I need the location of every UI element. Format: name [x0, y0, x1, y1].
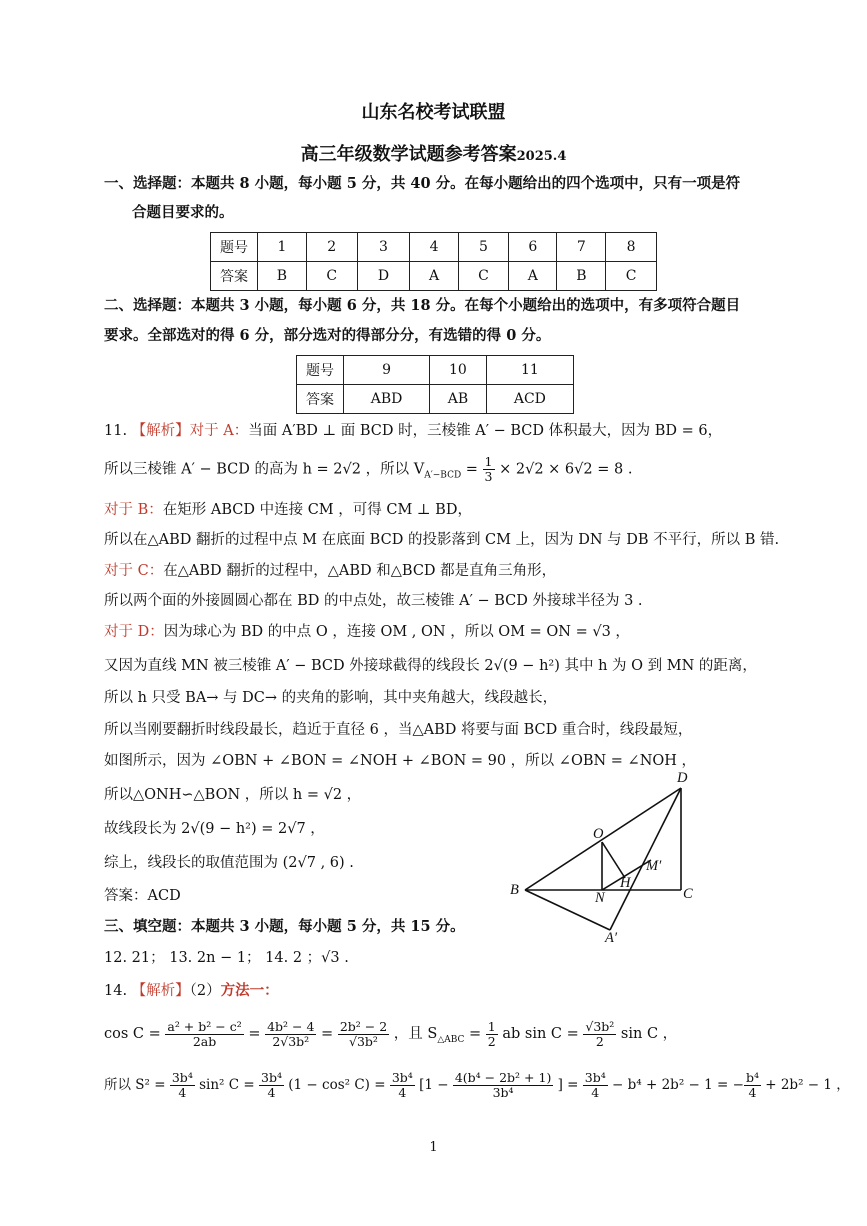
fraction	[338, 1020, 389, 1049]
fraction-denominator: 2√3b²	[272, 1033, 310, 1049]
table-cell: C	[306, 262, 357, 291]
section2-heading: 二、选择题：本题共 3 小题，每小题 6 分，共 18 分。在每个小题给出的选项中，有多项符合题目	[104, 297, 741, 314]
q11-option-a-label: 对于 A：	[189, 423, 249, 439]
table-row	[211, 233, 657, 262]
q11-option-b-label: 对于 B：	[104, 502, 163, 518]
label-n: N	[595, 890, 605, 906]
fraction-denominator: 2	[595, 1033, 604, 1049]
fraction-denominator: 4	[398, 1085, 407, 1100]
q11-line-d7: 故线段长为 2√(9 − h²) = 2√7 ，	[104, 821, 325, 837]
table-cell: ABD	[344, 385, 430, 414]
table-cell: D	[357, 262, 410, 291]
page-subtitle	[0, 140, 867, 166]
q11-option-c-label: 对于 C：	[104, 563, 164, 579]
table-cell: ACD	[486, 385, 573, 414]
fraction-numerator: 3b⁴	[261, 1070, 282, 1085]
section1-heading: 一、选择题：本题共 8 小题，每小题 5 分，共 40 分。在每小题给出的四个选项中，只有一项是符	[104, 175, 741, 192]
fraction-numerator: 3b⁴	[171, 1070, 193, 1085]
table-row	[297, 385, 574, 414]
cos-lhs: cos C =	[104, 1026, 166, 1042]
subtitle-year: 2025.4	[516, 149, 567, 164]
q11-line-d5: 如图所示，因为 ∠OBN + ∠BON = ∠NOH + ∠BON = 90 ，所以 ∠OBN = ∠NOH ，	[104, 753, 697, 769]
fraction-numerator: 4(b⁴ − 2b² + 1)	[454, 1070, 552, 1085]
table-cell: A	[509, 262, 557, 291]
q11-option-b-text: 在矩形 ABCD 中连接 CM ，可得 CM ⊥ BD，	[162, 502, 472, 518]
label-c: C	[683, 886, 693, 902]
section1-answer-table	[210, 232, 657, 291]
cos-mid: ，且 S	[393, 1026, 438, 1042]
q14-part: （2）	[189, 983, 221, 999]
section3-answers: 12. 21； 13. 2n − 1； 14. 2 ；√3 .	[104, 950, 349, 966]
q11-line-a2	[104, 455, 632, 485]
table-cell: 10	[430, 356, 487, 385]
q11-line-b	[104, 500, 472, 520]
fraction	[259, 1071, 284, 1100]
q11-jiexi-tag: 【解析】	[131, 423, 190, 439]
label-d: D	[677, 770, 688, 786]
fraction-numerator: 3b⁴	[584, 1070, 606, 1085]
fraction-denominator: √3b²	[349, 1033, 378, 1049]
figure-labels	[505, 770, 705, 950]
fraction-numerator: a² + b² − c²	[167, 1018, 242, 1034]
q11-line-a	[104, 421, 722, 441]
fraction-numerator: 3b⁴	[391, 1070, 413, 1085]
fraction-numerator: 4b² − 4	[267, 1018, 315, 1034]
table-cell: 答案	[297, 385, 344, 414]
q11-answer: 答案：ACD	[104, 888, 181, 904]
section2-heading-cont: 要求。全部选对的得 6 分，部分选对的得部分分，有选错的得 0 分。	[104, 327, 551, 344]
fraction	[744, 1071, 761, 1100]
q11-line-d8: 综上，线段长的取值范围为 (2√7 , 6) .	[104, 855, 354, 871]
cos-tail: sin C ，	[620, 1026, 678, 1042]
fraction	[483, 455, 495, 484]
fraction-denominator: 4	[591, 1085, 600, 1100]
fraction	[165, 1020, 243, 1049]
fraction	[583, 1071, 608, 1100]
area-sub: △ABC	[437, 1034, 465, 1045]
fraction-denominator: 4	[748, 1085, 757, 1100]
q11-number: 11.	[104, 423, 132, 439]
s2-d: ] =	[553, 1077, 583, 1093]
table-cell: C	[606, 262, 657, 291]
q14-cos-line: cos C = $\frac{\text{a² + b² − c²}}{2ab}$ = $\frac{\text{4b² − 4}}{\text{2√3b²}}$ = $\frac{\text{2b² − 2}}{\text{√3b²}}$ ，且 $S_{\triangle ABC}$ = $\frac{1}{2}$ ab sin C = $\frac{\text{√3b²}}{2}$ sin C ，	[104, 1018, 678, 1049]
fraction-numerator: 1	[487, 1018, 496, 1034]
s2-c: [1 −	[414, 1077, 453, 1093]
q11-line-d4: 所以当刚要翻折时线段最长，趋近于直径 6 ，当△ABD 将要与面 BCD 重合时，线段最短，	[104, 722, 693, 738]
section2-answer-table	[296, 355, 574, 414]
page-title: 山东名校考试联盟	[361, 102, 506, 123]
q11-a2-post: × 2√2 × 6√2 = 8 .	[494, 461, 633, 478]
table-cell: 6	[509, 233, 557, 262]
table-cell: 8	[606, 233, 657, 262]
label-h: H	[620, 875, 631, 891]
table-cell: 2	[306, 233, 357, 262]
label-o: O	[593, 826, 604, 842]
q14-header	[104, 981, 279, 1001]
label-b: B	[510, 882, 519, 898]
fraction-denominator: 3	[484, 469, 493, 484]
q11-line-d6: 所以△ONH∽△BON ，所以 h = √2 ，	[104, 787, 362, 803]
fraction-denominator: 4	[267, 1085, 276, 1100]
q11-line-d2: 又因为直线 MN 被三棱锥 A′ − BCD 外接球截得的线段长 2√(9 − h²) 其中 h 为 O 到 MN 的距离，	[104, 658, 757, 674]
page-number: 1	[429, 1140, 438, 1155]
section1-heading-cont: 合题目要求的。	[132, 204, 234, 221]
s2-pre: 所以 S² =	[104, 1077, 170, 1093]
fraction	[583, 1020, 616, 1049]
absin: ab sin C =	[502, 1026, 584, 1042]
q11-option-a-text: 当面 A′BD ⊥ 面 BCD 时，三棱锥 A′ − BCD 体积最大，因为 BD = 6，	[248, 423, 723, 439]
table-cell: 7	[557, 233, 606, 262]
q11-line-d3: 所以 h 只受 BA→ 与 DC→ 的夹角的影响，其中夹角越大，线段越长，	[104, 690, 558, 706]
label-m-prime: M′	[646, 858, 662, 874]
table-row	[211, 262, 657, 291]
table-cell: 3	[357, 233, 410, 262]
table-cell: B	[557, 262, 606, 291]
table-cell: 4	[410, 233, 458, 262]
q11-a2-pre: 所以三棱锥 A′ − BCD 的高为 h = 2√2 ，所以 V	[104, 461, 425, 478]
table-cell: 题号	[211, 233, 258, 262]
q14-jiexi-tag: 【解析】	[131, 983, 190, 999]
q11-a2-eq: =	[461, 461, 483, 478]
table-cell: C	[458, 262, 509, 291]
s2-b: (1 − cos² C) =	[283, 1077, 390, 1093]
table-cell: 11	[486, 356, 573, 385]
label-a-prime: A′	[605, 930, 618, 946]
table-cell: AB	[430, 385, 487, 414]
q14-method: 方法一：	[220, 982, 279, 999]
fraction-denominator: 2	[487, 1033, 496, 1049]
table-cell: 5	[458, 233, 509, 262]
q11-option-d-label: 对于 D：	[104, 624, 164, 640]
q11-line-d	[104, 622, 630, 642]
fraction-denominator: 2ab	[192, 1033, 217, 1049]
fraction	[486, 1020, 498, 1049]
subtitle-text: 高三年级数学试题参考答案	[300, 144, 517, 165]
s2-f: + 2b² − 1 ，	[760, 1077, 850, 1093]
q11-a2-sub: A′−BCD	[424, 470, 462, 481]
table-cell: B	[258, 262, 307, 291]
table-row	[297, 356, 574, 385]
section3-heading: 三、填空题：本题共 3 小题，每小题 5 分，共 15 分。	[104, 918, 465, 935]
table-cell: A	[410, 262, 458, 291]
fraction-denominator: 4	[178, 1085, 187, 1100]
fraction	[390, 1071, 415, 1100]
table-cell: 答案	[211, 262, 258, 291]
s2-a: sin² C =	[194, 1077, 259, 1093]
q11-line-c	[104, 561, 556, 581]
fraction-numerator: b⁴	[745, 1070, 759, 1085]
q14-s2-line	[104, 1070, 850, 1100]
fraction-denominator: 3b⁴	[492, 1085, 514, 1100]
q14-number: 14.	[104, 983, 132, 999]
q11-line-c2: 所以两个面的外接圆圆心都在 BD 的中点处，故三棱锥 A′ − BCD 外接球半径为 3 .	[104, 593, 643, 609]
table-cell: 1	[258, 233, 307, 262]
q11-option-d-text: 因为球心为 BD 的中点 O ，连接 OM , ON ，所以 OM = ON = √3 ，	[163, 624, 630, 640]
fraction	[453, 1071, 553, 1100]
fraction-numerator: √3b²	[585, 1018, 615, 1034]
table-cell: 题号	[297, 356, 344, 385]
q11-line-b2: 所以在△ABD 翻折的过程中点 M 在底面 BCD 的投影落到 CM 上，因为 DN 与 DB 不平行，所以 B 错.	[104, 532, 780, 548]
fraction	[170, 1071, 195, 1100]
table-cell: 9	[344, 356, 430, 385]
fraction-numerator: 2b² − 2	[339, 1018, 388, 1034]
q11-option-c-text: 在△ABD 翻折的过程中，△ABD 和△BCD 都是直角三角形，	[163, 563, 557, 579]
fraction-numerator: 1	[484, 454, 493, 469]
s2-e: − b⁴ + 2b² − 1 = −	[607, 1077, 744, 1093]
fraction	[265, 1020, 316, 1049]
